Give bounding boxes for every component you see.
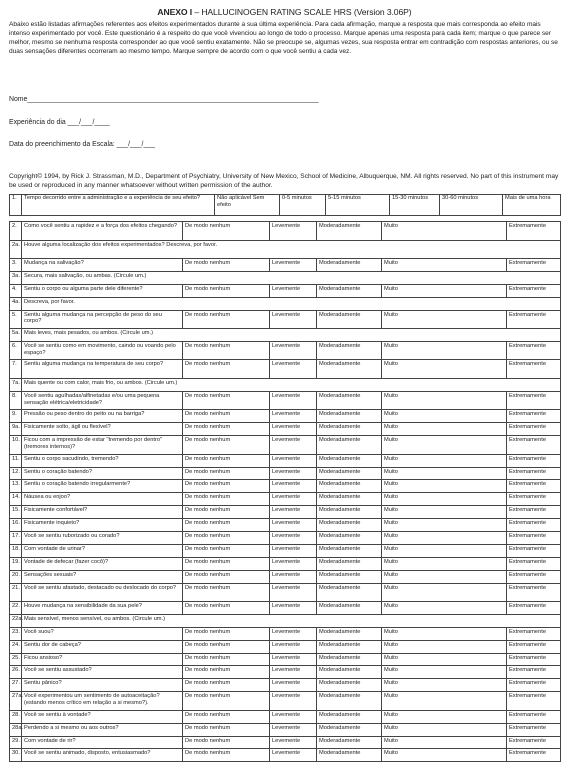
item-number: 27a. xyxy=(10,692,22,711)
item-question: Fisicamente confortável? xyxy=(22,506,183,519)
option-slightly[interactable]: Levemente xyxy=(270,544,317,557)
item-number: 19. xyxy=(10,557,22,570)
table-row xyxy=(10,749,561,762)
header-table xyxy=(9,194,561,216)
option-not-at-all[interactable]: De modo nenhum xyxy=(183,692,270,711)
option-slightly[interactable]: Levemente xyxy=(270,583,317,602)
option-moderately[interactable]: Moderadamente xyxy=(317,310,382,329)
table-row xyxy=(10,723,561,736)
item-question: Sentiu o coração batendo irregularmente? xyxy=(22,480,183,493)
item-number: 30. xyxy=(10,749,22,762)
item-question: Sensações sexuais? xyxy=(22,570,183,583)
option-slightly[interactable]: Levemente xyxy=(270,467,317,480)
item-question: Você experimentou um sentimento de autoaceitação? (estando menos crítico em relação a si mesmo?). xyxy=(22,692,183,711)
option-not-at-all[interactable]: De modo nenhum xyxy=(183,310,270,329)
option-not-at-all[interactable]: De modo nenhum xyxy=(183,666,270,679)
option-5-15-min[interactable]: 5-15 minutos xyxy=(326,195,390,216)
table-row xyxy=(10,454,561,467)
table-row xyxy=(10,493,561,506)
item-question: Perdendo a si mesmo ou aos outros? xyxy=(22,723,183,736)
experience-date-field[interactable]: Experiência do dia ___/___/____ xyxy=(9,119,110,126)
option-very[interactable]: Muito xyxy=(382,640,507,653)
name-field[interactable]: Nome____________________________________________________________________________ xyxy=(9,96,319,103)
option-very[interactable]: Muito xyxy=(382,531,507,544)
option-slightly[interactable]: Levemente xyxy=(270,679,317,692)
option-moderately[interactable]: Moderadamente xyxy=(317,679,382,692)
table-row xyxy=(10,519,561,532)
option-not-at-all[interactable]: De modo nenhum xyxy=(183,506,270,519)
option-not-at-all[interactable]: De modo nenhum xyxy=(183,222,270,241)
item-number: 14. xyxy=(10,493,22,506)
option-very[interactable]: Muito xyxy=(382,341,507,360)
item-number: 22. xyxy=(10,602,22,615)
option-slightly[interactable]: Levemente xyxy=(270,692,317,711)
instructions-paragraph: Abaixo estão listadas afirmações referentes aos efeitos experimentados durante a sua última experiência. Para cada afirmação, marque a resposta que mais corresponda ao efeito mais intenso experimentado por você. Este questionário é a respeito do que você vivenciou ao longo de todo o processo. Marque apenas uma resposta para cada item; marque o que parece ser melhor, mesmo se nenhuma resposta corresponder ao que você sentiu exatamente. Não se preocupe se, algumas vezes, sua resposta entrar em contradição com respostas anteriores, ou se duas sensações diferentes ocorreram ao mesmo tempo. Marque sempre de acordo com o que você sentiu a cada vez. xyxy=(9,21,558,55)
option-extremely[interactable]: Extremamente xyxy=(507,749,561,762)
option-moderately[interactable]: Moderadamente xyxy=(317,640,382,653)
option-extremely[interactable]: Extremamente xyxy=(507,531,561,544)
item-number: 4a. xyxy=(10,297,22,310)
option-extremely[interactable]: Extremamente xyxy=(507,454,561,467)
option-0-5-min[interactable]: 0-5 minutos xyxy=(280,195,326,216)
option-moderately[interactable]: Moderadamente xyxy=(317,736,382,749)
table-row xyxy=(10,710,561,723)
option-extremely[interactable]: Extremamente xyxy=(507,423,561,436)
option-slightly[interactable]: Levemente xyxy=(270,506,317,519)
option-not-at-all[interactable]: De modo nenhum xyxy=(183,531,270,544)
option-very[interactable]: Muito xyxy=(382,506,507,519)
table-row xyxy=(10,653,561,666)
item-question: Vontade de defecar (fazer cocô)? xyxy=(22,557,183,570)
table-row xyxy=(10,557,561,570)
option-moderately[interactable]: Moderadamente xyxy=(317,410,382,423)
option-slightly[interactable]: Levemente xyxy=(270,710,317,723)
option-moderately[interactable]: Moderadamente xyxy=(317,666,382,679)
item-number: 9. xyxy=(10,410,22,423)
option-extremely[interactable]: Extremamente xyxy=(507,341,561,360)
item-question: Você se sentiu ruborizado ou corado? xyxy=(22,531,183,544)
option-not-at-all[interactable]: De modo nenhum xyxy=(183,410,270,423)
document-title xyxy=(0,7,569,17)
option-not-at-all[interactable]: De modo nenhum xyxy=(183,710,270,723)
option-not-at-all[interactable]: De modo nenhum xyxy=(183,391,270,410)
option-moderately[interactable]: Moderadamente xyxy=(317,391,382,410)
option-not-at-all[interactable]: De modo nenhum xyxy=(183,341,270,360)
option-very[interactable]: Muito xyxy=(382,749,507,762)
option-very[interactable]: Muito xyxy=(382,653,507,666)
option-slightly[interactable]: Levemente xyxy=(270,666,317,679)
item-question: Ficou ansioso? xyxy=(22,653,183,666)
option-moderately[interactable]: Moderadamente xyxy=(317,284,382,297)
option-not-at-all[interactable]: De modo nenhum xyxy=(183,544,270,557)
item-number: 17. xyxy=(10,531,22,544)
item-question: Com vontade de urinar? xyxy=(22,544,183,557)
option-moderately[interactable]: Moderadamente xyxy=(317,222,382,241)
item-question: Você se sentiu à vontade? xyxy=(22,710,183,723)
option-slightly[interactable]: Levemente xyxy=(270,259,317,272)
item-number: 11. xyxy=(10,454,22,467)
option-extremely[interactable]: Extremamente xyxy=(507,692,561,711)
option-moderately[interactable]: Moderadamente xyxy=(317,602,382,615)
item-question: Fisicamente solto, ágil ou flexível? xyxy=(22,423,183,436)
title-rest: – HALLUCINOGEN RATING SCALE HRS (Version 3.06P) xyxy=(192,7,412,17)
table-row xyxy=(10,570,561,583)
option-extremely[interactable]: Extremamente xyxy=(507,410,561,423)
option-very[interactable]: Muito xyxy=(382,436,507,455)
table-row xyxy=(10,360,561,379)
option-slightly[interactable]: Levemente xyxy=(270,736,317,749)
option-extremely[interactable]: Extremamente xyxy=(507,544,561,557)
option-slightly[interactable]: Levemente xyxy=(270,222,317,241)
option-not-at-all[interactable]: De modo nenhum xyxy=(183,602,270,615)
option-moderately[interactable]: Moderadamente xyxy=(317,519,382,532)
item-question: Você se sentiu como em movimento, caindo ou voando pelo espaço? xyxy=(22,341,183,360)
item-number: 12. xyxy=(10,467,22,480)
table-row xyxy=(10,423,561,436)
table-row xyxy=(10,391,561,410)
option-extremely[interactable]: Extremamente xyxy=(507,480,561,493)
item-question: Pressão ou peso dentro do peito ou na barriga? xyxy=(22,410,183,423)
option-very[interactable]: Muito xyxy=(382,423,507,436)
option-more-than-hour[interactable]: Mais de uma hora xyxy=(503,195,561,216)
option-slightly[interactable]: Levemente xyxy=(270,360,317,379)
item-question: Sentiu dor de cabeça? xyxy=(22,640,183,653)
option-moderately[interactable]: Moderadamente xyxy=(317,436,382,455)
option-slightly[interactable]: Levemente xyxy=(270,391,317,410)
option-extremely[interactable]: Extremamente xyxy=(507,493,561,506)
table-row xyxy=(10,627,561,640)
item-question: Você suou? xyxy=(22,627,183,640)
table-row xyxy=(10,602,561,615)
option-extremely[interactable]: Extremamente xyxy=(507,653,561,666)
option-not-at-all[interactable]: De modo nenhum xyxy=(183,284,270,297)
option-moderately[interactable]: Moderadamente xyxy=(317,723,382,736)
table-row xyxy=(10,544,561,557)
table-row xyxy=(10,692,561,711)
option-extremely[interactable]: Extremamente xyxy=(507,710,561,723)
option-slightly[interactable]: Levemente xyxy=(270,653,317,666)
option-not-at-all[interactable]: De modo nenhum xyxy=(183,467,270,480)
item-question: Náusea ou enjoo? xyxy=(22,493,183,506)
item-number: 21. xyxy=(10,583,22,602)
option-very[interactable]: Muito xyxy=(382,410,507,423)
item-number: 3. xyxy=(10,259,22,272)
option-very[interactable]: Muito xyxy=(382,222,507,241)
item-question: Sentiu o corpo sacudindo, tremendo? xyxy=(22,454,183,467)
option-moderately[interactable]: Moderadamente xyxy=(317,692,382,711)
option-extremely[interactable]: Extremamente xyxy=(507,222,561,241)
option-very[interactable]: Muito xyxy=(382,467,507,480)
option-slightly[interactable]: Levemente xyxy=(270,557,317,570)
table-row xyxy=(10,467,561,480)
item-question: Sentiu o corpo ou alguma parte dele diferente? xyxy=(22,284,183,297)
item-number: 23. xyxy=(10,627,22,640)
table-row xyxy=(10,531,561,544)
option-slightly[interactable]: Levemente xyxy=(270,570,317,583)
option-not-at-all[interactable]: De modo nenhum xyxy=(183,519,270,532)
option-very[interactable]: Muito xyxy=(382,692,507,711)
option-very[interactable]: Muito xyxy=(382,391,507,410)
item-number: 16. xyxy=(10,519,22,532)
item-number: 2. xyxy=(10,222,22,241)
table-row xyxy=(10,679,561,692)
item-question: Você sentiu agulhadas/alfinetadas e/ou uma pequena sensação elétrica/eletricidade? xyxy=(22,391,183,410)
item-number: 29. xyxy=(10,736,22,749)
item-question: Sentiu pânico? xyxy=(22,679,183,692)
item-number: 25. xyxy=(10,653,22,666)
option-extremely[interactable]: Extremamente xyxy=(507,310,561,329)
option-very[interactable]: Muito xyxy=(382,360,507,379)
item-question: Você se sentiu afastado, destacado ou deslocado do corpo? xyxy=(22,583,183,602)
table-row xyxy=(10,341,561,360)
item-number: 22a. xyxy=(10,614,22,627)
option-moderately[interactable]: Moderadamente xyxy=(317,544,382,557)
option-extremely[interactable]: Extremamente xyxy=(507,506,561,519)
option-extremely[interactable]: Extremamente xyxy=(507,284,561,297)
table-row xyxy=(10,284,561,297)
option-30-60-min[interactable]: 30-60 minutos xyxy=(440,195,503,216)
item-question: Com vontade de rir? xyxy=(22,736,183,749)
option-not-at-all[interactable]: De modo nenhum xyxy=(183,723,270,736)
option-very[interactable]: Muito xyxy=(382,627,507,640)
option-extremely[interactable]: Extremamente xyxy=(507,391,561,410)
table-row xyxy=(10,222,561,241)
option-extremely[interactable]: Extremamente xyxy=(507,583,561,602)
table-row xyxy=(10,410,561,423)
item-question: Tempo decorrido entre a administração e a experiência de seu efeito? xyxy=(22,195,215,216)
option-slightly[interactable]: Levemente xyxy=(270,341,317,360)
option-moderately[interactable]: Moderadamente xyxy=(317,506,382,519)
item-number: 26. xyxy=(10,666,22,679)
item-number: 28. xyxy=(10,710,22,723)
item-question: Fisicamente inquieto? xyxy=(22,519,183,532)
item-question: Sentiu o coração batendo? xyxy=(22,467,183,480)
item-number: 1. xyxy=(10,195,22,216)
option-extremely[interactable]: Extremamente xyxy=(507,679,561,692)
rating-table xyxy=(9,221,561,762)
table-row xyxy=(10,506,561,519)
option-not-at-all[interactable]: De modo nenhum xyxy=(183,557,270,570)
option-slightly[interactable]: Levemente xyxy=(270,493,317,506)
option-not-applicable[interactable]: Não aplicável Sem efeito xyxy=(215,195,280,216)
fill-date-field[interactable]: Data do preenchimento da Escala: ___/___/___ xyxy=(9,141,155,148)
option-not-at-all[interactable]: De modo nenhum xyxy=(183,640,270,653)
option-very[interactable]: Muito xyxy=(382,557,507,570)
option-moderately[interactable]: Moderadamente xyxy=(317,480,382,493)
option-extremely[interactable]: Extremamente xyxy=(507,570,561,583)
item-number: 3a. xyxy=(10,271,22,284)
table-row xyxy=(10,614,561,627)
option-very[interactable]: Muito xyxy=(382,583,507,602)
option-very[interactable]: Muito xyxy=(382,736,507,749)
option-moderately[interactable]: Moderadamente xyxy=(317,360,382,379)
item-question: Sentiu alguma mudança na temperatura de seu corpo? xyxy=(22,360,183,379)
option-extremely[interactable]: Extremamente xyxy=(507,627,561,640)
item-question: Mais sensível, menos sensível, ou ambos. (Circule um.) xyxy=(22,614,561,627)
option-slightly[interactable]: Levemente xyxy=(270,284,317,297)
option-very[interactable]: Muito xyxy=(382,723,507,736)
option-slightly[interactable]: Levemente xyxy=(270,723,317,736)
option-not-at-all[interactable]: De modo nenhum xyxy=(183,436,270,455)
table-row xyxy=(10,480,561,493)
table-row xyxy=(10,378,561,391)
option-not-at-all[interactable]: De modo nenhum xyxy=(183,259,270,272)
title-bold: ANEXO I xyxy=(157,7,193,17)
option-moderately[interactable]: Moderadamente xyxy=(317,259,382,272)
option-not-at-all[interactable]: De modo nenhum xyxy=(183,493,270,506)
item-number: 5. xyxy=(10,310,22,329)
option-slightly[interactable]: Levemente xyxy=(270,436,317,455)
item-question: Como você sentiu a rapidez e a força dos efeitos chegando? xyxy=(22,222,183,241)
option-not-at-all[interactable]: De modo nenhum xyxy=(183,583,270,602)
table-row xyxy=(10,736,561,749)
item-question: Você se sentiu animado, disposto, entusiasmado? xyxy=(22,749,183,762)
option-slightly[interactable]: Levemente xyxy=(270,602,317,615)
option-not-at-all[interactable]: De modo nenhum xyxy=(183,454,270,467)
item-question: Sentiu alguma mudança na percepção de peso do seu corpo? xyxy=(22,310,183,329)
option-not-at-all[interactable]: De modo nenhum xyxy=(183,423,270,436)
item-number: 15. xyxy=(10,506,22,519)
item-question: Secura, mais salivação, ou ambas. (Circule um.) xyxy=(22,271,561,284)
option-very[interactable]: Muito xyxy=(382,480,507,493)
option-not-at-all[interactable]: De modo nenhum xyxy=(183,653,270,666)
option-extremely[interactable]: Extremamente xyxy=(507,640,561,653)
item-question: Houve alguma localização dos efeitos experimentados? Descreva, por favor. xyxy=(22,240,561,259)
item-number: 7. xyxy=(10,360,22,379)
option-moderately[interactable]: Moderadamente xyxy=(317,583,382,602)
option-not-at-all[interactable]: De modo nenhum xyxy=(183,736,270,749)
item-number: 18. xyxy=(10,544,22,557)
option-moderately[interactable]: Moderadamente xyxy=(317,653,382,666)
table-row xyxy=(10,436,561,455)
option-very[interactable]: Muito xyxy=(382,544,507,557)
item-number: 28a. xyxy=(10,723,22,736)
table-row xyxy=(10,271,561,284)
item-number: 5a. xyxy=(10,329,22,342)
option-very[interactable]: Muito xyxy=(382,454,507,467)
item-question: Ficou com a impressão de estar "tremendo por dentro" (tremores internos)? xyxy=(22,436,183,455)
option-extremely[interactable]: Extremamente xyxy=(507,666,561,679)
option-not-at-all[interactable]: De modo nenhum xyxy=(183,480,270,493)
option-moderately[interactable]: Moderadamente xyxy=(317,627,382,640)
option-extremely[interactable]: Extremamente xyxy=(507,557,561,570)
option-extremely[interactable]: Extremamente xyxy=(507,602,561,615)
item-number: 13. xyxy=(10,480,22,493)
option-moderately[interactable]: Moderadamente xyxy=(317,710,382,723)
option-moderately[interactable]: Moderadamente xyxy=(317,341,382,360)
item-number: 27. xyxy=(10,679,22,692)
option-very[interactable]: Muito xyxy=(382,310,507,329)
option-very[interactable]: Muito xyxy=(382,493,507,506)
option-slightly[interactable]: Levemente xyxy=(270,640,317,653)
option-moderately[interactable]: Moderadamente xyxy=(317,557,382,570)
item-number: 9a. xyxy=(10,423,22,436)
option-slightly[interactable]: Levemente xyxy=(270,310,317,329)
option-extremely[interactable]: Extremamente xyxy=(507,519,561,532)
table-row xyxy=(10,666,561,679)
option-slightly[interactable]: Levemente xyxy=(270,480,317,493)
option-extremely[interactable]: Extremamente xyxy=(507,736,561,749)
option-very[interactable]: Muito xyxy=(382,602,507,615)
item-question: Descreva, por favor. xyxy=(22,297,561,310)
item-number: 10. xyxy=(10,436,22,455)
option-not-at-all[interactable]: De modo nenhum xyxy=(183,679,270,692)
table-row xyxy=(10,240,561,259)
table-row xyxy=(10,583,561,602)
item-number: 2a. xyxy=(10,240,22,259)
option-slightly[interactable]: Levemente xyxy=(270,749,317,762)
item-question: Você se sentiu assustado? xyxy=(22,666,183,679)
item-number: 8. xyxy=(10,391,22,410)
option-slightly[interactable]: Levemente xyxy=(270,454,317,467)
option-very[interactable]: Muito xyxy=(382,259,507,272)
option-moderately[interactable]: Moderadamente xyxy=(317,570,382,583)
option-very[interactable]: Muito xyxy=(382,679,507,692)
option-moderately[interactable]: Moderadamente xyxy=(317,493,382,506)
option-slightly[interactable]: Levemente xyxy=(270,627,317,640)
item-number: 6. xyxy=(10,341,22,360)
item-number: 7a. xyxy=(10,378,22,391)
header-row xyxy=(10,195,561,216)
option-extremely[interactable]: Extremamente xyxy=(507,436,561,455)
option-15-30-min[interactable]: 15-30 minutos xyxy=(390,195,440,216)
option-moderately[interactable]: Moderadamente xyxy=(317,749,382,762)
table-row xyxy=(10,640,561,653)
option-very[interactable]: Muito xyxy=(382,284,507,297)
option-very[interactable]: Muito xyxy=(382,666,507,679)
table-row xyxy=(10,310,561,329)
option-slightly[interactable]: Levemente xyxy=(270,519,317,532)
option-slightly[interactable]: Levemente xyxy=(270,410,317,423)
item-number: 24. xyxy=(10,640,22,653)
option-slightly[interactable]: Levemente xyxy=(270,531,317,544)
option-very[interactable]: Muito xyxy=(382,519,507,532)
option-very[interactable]: Muito xyxy=(382,570,507,583)
item-number: 20. xyxy=(10,570,22,583)
option-moderately[interactable]: Moderadamente xyxy=(317,531,382,544)
option-moderately[interactable]: Moderadamente xyxy=(317,423,382,436)
item-question: Mudança na salivação? xyxy=(22,259,183,272)
option-not-at-all[interactable]: De modo nenhum xyxy=(183,570,270,583)
option-moderately[interactable]: Moderadamente xyxy=(317,467,382,480)
table-row xyxy=(10,259,561,272)
option-extremely[interactable]: Extremamente xyxy=(507,259,561,272)
item-question: Mais quente ou com calor, mais frio, ou ambos. (Circule um.) xyxy=(22,378,561,391)
option-extremely[interactable]: Extremamente xyxy=(507,723,561,736)
option-not-at-all[interactable]: De modo nenhum xyxy=(183,749,270,762)
option-extremely[interactable]: Extremamente xyxy=(507,360,561,379)
copyright-notice: Copyright© 1994, by Rick J. Strassman, M.D., Department of Psychiatry, University of New Mexico, School of Medicine, Albuquerque, NM. All rights reserved. No part of this instrument may be used or reproduced in any manner whatsoever without written permission of the author. xyxy=(9,173,559,190)
option-very[interactable]: Muito xyxy=(382,710,507,723)
option-not-at-all[interactable]: De modo nenhum xyxy=(183,627,270,640)
option-slightly[interactable]: Levemente xyxy=(270,423,317,436)
item-number: 4. xyxy=(10,284,22,297)
option-not-at-all[interactable]: De modo nenhum xyxy=(183,360,270,379)
option-moderately[interactable]: Moderadamente xyxy=(317,454,382,467)
table-row xyxy=(10,297,561,310)
option-extremely[interactable]: Extremamente xyxy=(507,467,561,480)
item-question: Mais leves, mais pesados, ou ambos. (Circule um.) xyxy=(22,329,561,342)
table-row xyxy=(10,329,561,342)
item-question: Houve mudança na sensibilidade da sua pele? xyxy=(22,602,183,615)
